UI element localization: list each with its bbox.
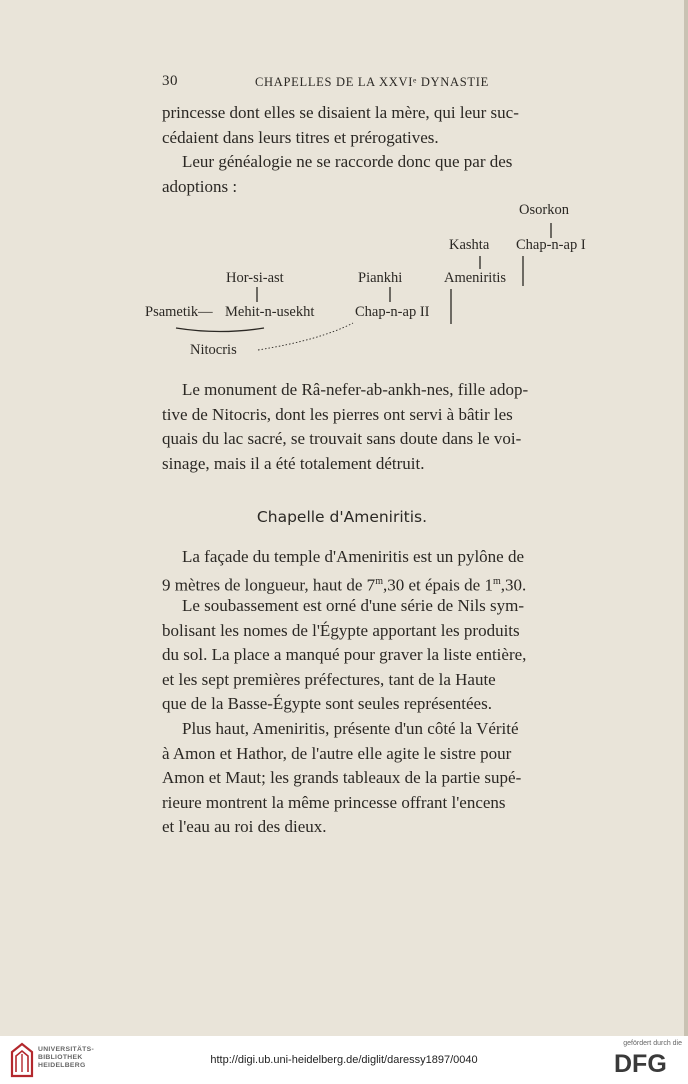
library-name-line: HEIDELBERG	[38, 1062, 86, 1069]
name-piankhi: Piankhi	[358, 270, 403, 286]
library-name-line: BIBLIOTHEK	[38, 1054, 83, 1061]
text-line: quais du lac sacré, se trouvait sans doute dans le voi-	[162, 429, 522, 449]
text-line: Le monument de Râ-nefer-ab-ankh-nes, fille adop-	[182, 380, 529, 399]
text-line: et les sept premières préfectures, tant de la Haute	[162, 669, 496, 689]
text-line: Le soubassement est orné d'une série de Nils sym-	[182, 596, 525, 615]
viewer-footer	[0, 1036, 688, 1084]
library-name-line: UNIVERSITÄTS-	[38, 1046, 95, 1053]
genealogy-tree	[0, 0, 684, 380]
running-title: CHAPELLES DE LA XXVIᵉ DYNASTIE	[255, 75, 489, 89]
page-number: 30	[162, 73, 178, 89]
text-line: que de la Basse-Égypte sont seules représentées.	[162, 694, 492, 714]
text-line: princesse dont elles se disaient la mère, qui leur suc-	[162, 103, 519, 122]
name-osorkon: Osorkon	[519, 202, 569, 218]
text-segment: 9 mètres de longueur, haut de 7	[162, 575, 376, 595]
text-line: adoptions :	[162, 176, 238, 196]
name-ameniritis: Ameniritis	[444, 270, 507, 286]
funded-by-label: gefördert durch die	[623, 1040, 682, 1047]
text-line: cédaient dans leurs titres et prérogatives.	[162, 127, 439, 147]
name-hor-si-ast: Hor-si-ast	[226, 270, 284, 286]
paragraph-tableaux	[162, 717, 584, 840]
paragraph-monument	[162, 378, 584, 476]
text-line: La façade du temple d'Ameniritis est un pylône de	[182, 547, 525, 566]
paragraph-soubassement	[162, 594, 584, 717]
name-mehit-n-usekht: Mehit-n-usekht	[225, 304, 315, 320]
name-psametik: Psametik—	[145, 304, 213, 320]
text-line: du sol. La place a manqué pour graver la liste entière,	[162, 645, 527, 665]
name-chap-n-ap-2: Chap-n-ap II	[355, 304, 430, 320]
name-kashta: Kashta	[449, 237, 490, 253]
unit-superscript: m	[375, 575, 383, 587]
name-chap-n-ap-1: Chap-n-ap I	[516, 237, 586, 253]
text-segment: ,30 et épais de 1	[382, 575, 493, 595]
text-line: Plus haut, Ameniritis, présente d'un côté la Vérité	[182, 719, 519, 738]
name-nitocris: Nitocris	[190, 342, 237, 358]
section-title: Chapelle d'Ameniritis.	[256, 508, 428, 526]
text-segment: ,30.	[500, 575, 527, 595]
text-line: bolisant les nomes de l'Égypte apportant les produits	[162, 620, 520, 640]
text-line: et l'eau au roi des dieux.	[162, 817, 327, 837]
text-line: rieure montrent la même princesse offrant l'encens	[162, 792, 506, 812]
text-line: à Amon et Hathor, de l'autre elle agite le sistre pour	[162, 743, 512, 763]
dfg-logo-text: DFG	[614, 1050, 667, 1076]
paragraph-facade	[162, 545, 584, 598]
adoption-dotted-line	[258, 323, 353, 350]
text-line: Amon et Maut; les grands tableaux de la partie supé-	[162, 768, 522, 788]
unit-superscript: m	[492, 575, 501, 587]
dfg-logo-icon	[614, 1050, 680, 1076]
text-line: tive de Nitocris, dont les pierres ont servi à bâtir les	[162, 404, 513, 424]
text-line: Leur généalogie ne se raccorde donc que par des	[182, 152, 513, 171]
genealogy-lines	[0, 0, 684, 380]
text-line: sinage, mais il a été totalement détruit.	[162, 453, 425, 473]
marriage-curve	[176, 328, 264, 332]
permalink-url[interactable]: http://digi.ub.uni-heidelberg.de/diglit/daressy1897/0040	[210, 1054, 478, 1066]
